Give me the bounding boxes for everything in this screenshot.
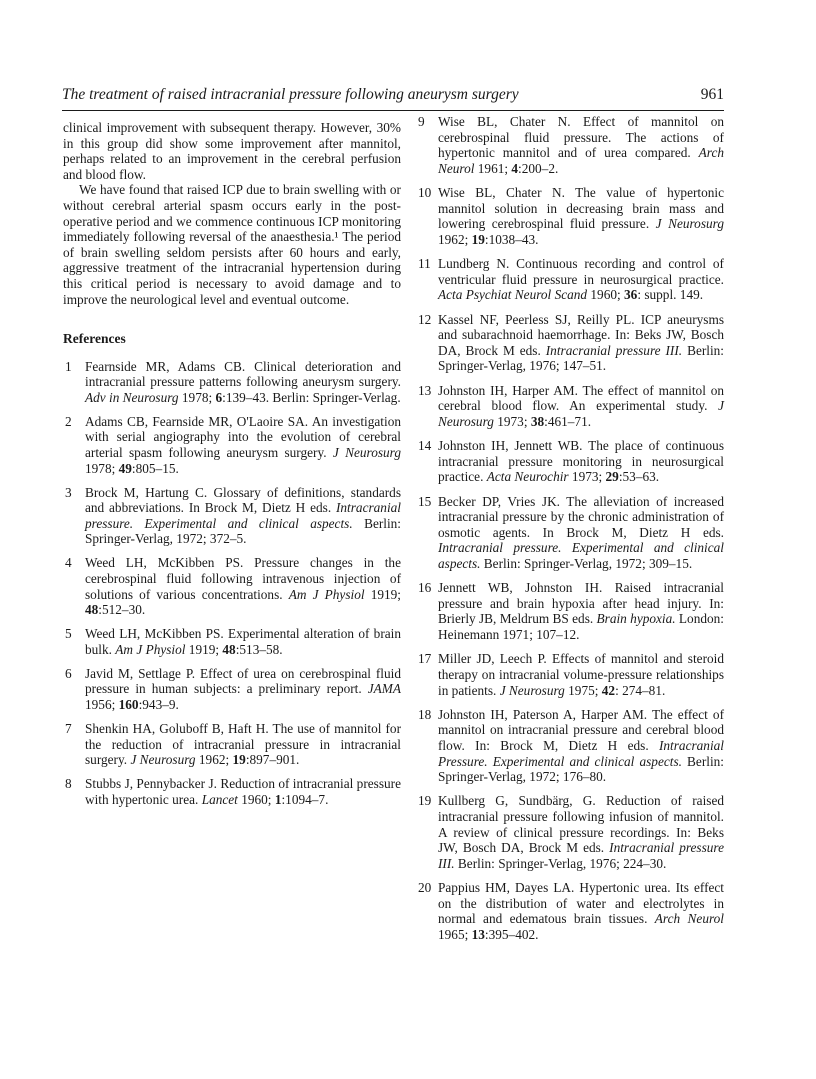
reference-text: Johnston IH, Jennett WB. The place of continuous intracranial pressure monitoring in neurosurgical practice. Acta Neurochir 1973; 29:53–63.: [438, 438, 724, 485]
reference-text: Becker DP, Vries JK. The alleviation of increased intracranial pressure by the chronic administration of osmotic agents. In Brock M, Dietz H eds. Intracranial pressure. Experimental and clinical aspects. Berlin: Springer-Verlag, 1972; 309–15.: [438, 493, 724, 571]
reference-text: Johnston IH, Harper AM. The effect of mannitol on cerebral blood flow. An experimental study. J Neurosurg 1973; 38:461–71.: [438, 382, 724, 429]
reference-text: Kassel NF, Peerless SJ, Reilly PL. ICP aneurysms and subarachnoid haemorrhage. In: Beks JW, Bosch DA, Brock M eds. Intracranial pressure III. Berlin: Springer-Verlag, 1976; 147–51.: [438, 311, 724, 374]
body-paragraph-1: clinical improvement with subsequent therapy. However, 30% in this group did show some improvement after mannitol, perhaps related to an improvement in the cerebral perfusion and blood flow.: [63, 120, 401, 182]
reference-item: [63, 414, 401, 476]
reference-number: 3: [65, 484, 72, 500]
reference-item: [416, 114, 724, 176]
running-title: The treatment of raised intracranial pressure following aneurysm surgery: [62, 86, 519, 103]
reference-item: [416, 580, 724, 642]
reference-text: Pappius HM, Dayes LA. Hypertonic urea. Its effect on the distribution of water and electrolytes in normal and edematous brain tissues. Arch Neurol 1965; 13:395–402.: [438, 880, 724, 942]
reference-number: 15: [418, 493, 432, 509]
reference-text: Johnston IH, Paterson A, Harper AM. The effect of mannitol on intracranial pressure and cerebral blood flow. In: Brock M, Dietz H eds. Intracranial Pressure. Experimental and clinical aspects. Berlin: Springer-Verlag, 1972; 176–80.: [438, 706, 724, 785]
reference-item: [63, 555, 401, 617]
reference-item: [416, 256, 724, 303]
reference-text: Stubbs J, Pennybacker J. Reduction of intracranial pressure with hypertonic urea. Lancet 1960; 1:1094–7.: [85, 776, 401, 807]
reference-text: Brock M, Hartung C. Glossary of definitions, standards and abbreviations. In Brock M, Dietz H eds. Intracranial pressure. Experimental and clinical aspects. Berlin: Springer-Verlag, 1972; 372–5.: [85, 484, 402, 547]
reference-text: Wise BL, Chater N. Effect of mannitol on cerebrospinal fluid pressure. The actions of hypertonic mannitol and of urea compared. Arch Neurol 1961; 4:200–2.: [438, 114, 724, 176]
reference-number: 8: [65, 776, 72, 792]
reference-number: 20: [418, 880, 432, 896]
reference-item: [416, 793, 724, 871]
reference-text: Lundberg N. Continuous recording and control of ventricular fluid pressure in neurosurgical practice. Acta Psychiat Neurol Scand 1960; 36: suppl. 149.: [438, 256, 724, 303]
reference-number: 2: [65, 413, 72, 429]
reference-text: Adams CB, Fearnside MR, O'Laoire SA. An investigation with serial angiography into the evolution of cerebral arterial spasm following aneurysm surgery. J Neurosurg 1978; 49:805–15.: [85, 413, 401, 476]
reference-number: 12: [418, 311, 432, 327]
reference-number: 14: [418, 438, 432, 454]
left-column: [63, 120, 401, 816]
reference-number: 11: [418, 256, 431, 272]
reference-text: Miller JD, Leech P. Effects of mannitol and steroid therapy on intracranial volume-pressure relationships in patients. J Neurosurg 1975; 42: 274–81.: [438, 651, 724, 698]
reference-item: [416, 494, 724, 572]
reference-item: [416, 185, 724, 247]
reference-number: 7: [65, 720, 72, 736]
reference-item: [63, 485, 401, 547]
reference-list-left: [63, 359, 401, 808]
reference-item: [63, 359, 401, 406]
reference-number: 5: [65, 626, 72, 642]
reference-list-right: [416, 114, 724, 942]
reference-text: Wise BL, Chater N. The value of hypertonic mannitol solution in decreasing brain mass and lowering cerebrospinal fluid pressure. J Neurosurg 1962; 19:1038–43.: [438, 185, 724, 247]
reference-item: [63, 666, 401, 713]
reference-item: [63, 776, 401, 807]
reference-number: 19: [418, 793, 432, 809]
reference-number: 6: [65, 665, 72, 681]
reference-text: Shenkin HA, Goluboff B, Haft H. The use of mannitol for the reduction of intracranial pressure in intracranial surgery. J Neurosurg 1962; 19:897–901.: [85, 720, 401, 768]
reference-item: [416, 651, 724, 698]
references-heading: References: [63, 331, 126, 347]
reference-number: 17: [418, 651, 432, 667]
reference-text: Fearnside MR, Adams CB. Clinical deterioration and intracranial pressure patterns following aneurysm surgery. Adv in Neurosurg 1978; 6:139–43. Berlin: Springer-Verlag.: [85, 358, 401, 405]
header-rule: [62, 110, 724, 111]
reference-item: [63, 626, 401, 657]
reference-text: Weed LH, McKibben PS. Experimental alteration of brain bulk. Am J Physiol 1919; 48:513–58.: [85, 626, 401, 657]
reference-number: 9: [418, 114, 425, 129]
reference-item: [63, 721, 401, 768]
reference-item: [416, 383, 724, 430]
body-paragraph-2: We have found that raised ICP due to brain swelling with or without cerebral arterial spasm occurs early in the post-operative period and we commence continuous ICP monitoring immediately following reversal of the anaesthesia.¹ The period of brain swelling seldom persists after 60 hours and early, aggressive treatment of the intracranial hypertension during this critical period is necessary to avoid damage and to improve the neurological level and eventual outcome.: [63, 182, 401, 307]
reference-number: 13: [418, 382, 432, 398]
reference-text: Weed LH, McKibben PS. Pressure changes in the cerebrospinal fluid following intravenous injection of solutions of various concentrations. Am J Physiol 1919; 48:512–30.: [85, 555, 401, 618]
reference-number: 16: [418, 580, 432, 596]
reference-number: 1: [65, 358, 72, 374]
reference-text: Kullberg G, Sundbärg, G. Reduction of raised intracranial pressure following infusion of mannitol. A review of clinical pressure recordings. In: Beks JW, Bosch DA, Brock M eds. Intracranial pressure III. Berlin: Springer-Verlag, 1976; 224–30.: [438, 793, 725, 871]
page-number: 961: [700, 86, 724, 103]
reference-item: [416, 312, 724, 374]
reference-number: 18: [418, 706, 432, 722]
reference-item: [416, 438, 724, 485]
reference-number: 4: [65, 555, 72, 571]
running-header: [62, 86, 724, 108]
reference-text: Javid M, Settlage P. Effect of urea on cerebrospinal fluid pressure in human subjects: a preliminary report. JAMA 1956; 160:943–9.: [85, 665, 401, 712]
reference-item: [416, 707, 724, 785]
reference-item: [416, 880, 724, 942]
reference-text: Jennett WB, Johnston IH. Raised intracranial pressure and brain hypoxia after head injury. In: Brierly JB, Meldrum BS eds. Brain hypoxia. London: Heinemann 1971; 107–12.: [438, 580, 724, 643]
right-column: [416, 114, 724, 951]
reference-number: 10: [418, 185, 432, 201]
